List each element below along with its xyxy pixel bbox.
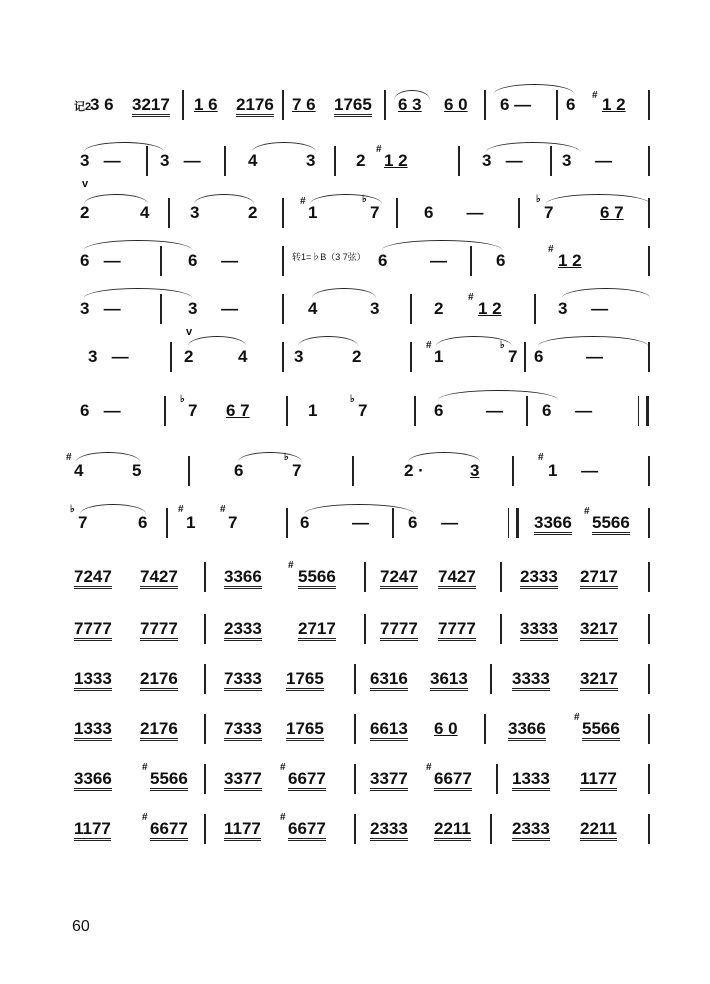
note: 1 2 (602, 95, 626, 114)
note: 6 0 (434, 719, 458, 738)
sharp: # (592, 90, 598, 101)
note: 1 (186, 513, 196, 532)
note: 2211 (434, 820, 471, 841)
barline (354, 764, 356, 794)
sharp: # (66, 452, 72, 463)
note: 2211 (580, 820, 617, 841)
barline (648, 764, 650, 794)
note: 3 (306, 151, 316, 170)
sharp: # (300, 196, 306, 207)
note: 3 (294, 347, 304, 366)
note: 2717 (580, 568, 618, 589)
note: 4 (140, 203, 150, 222)
note: 2 (248, 203, 258, 222)
note: 3 — (160, 151, 201, 170)
barline (204, 562, 206, 592)
barline (286, 508, 288, 538)
sharp: # (426, 762, 432, 773)
sharp: # (288, 560, 294, 571)
slur (546, 194, 650, 204)
barline (648, 614, 650, 644)
barline (550, 146, 552, 176)
barline (648, 814, 650, 844)
note: 6 — (542, 401, 593, 420)
note: 6 — (378, 251, 447, 270)
note: 2333 (370, 820, 408, 841)
score-row-15 (72, 810, 652, 860)
note: 3 (370, 299, 380, 318)
barline (648, 246, 650, 276)
note: 7 6 (292, 95, 316, 114)
barline (470, 246, 472, 276)
note: 2176 (236, 96, 274, 117)
barline (282, 90, 284, 120)
sharp: # (548, 244, 554, 255)
slur (84, 194, 148, 204)
barline (512, 456, 514, 486)
note: 3217 (132, 96, 170, 117)
barline (410, 342, 412, 372)
note: 3 6 (90, 95, 114, 114)
slur (438, 390, 558, 400)
barline (170, 342, 172, 372)
barline (354, 664, 356, 694)
note: 5 (132, 461, 142, 480)
barline (648, 342, 650, 372)
barline (524, 342, 526, 372)
note: 1765 (286, 720, 324, 741)
barline (364, 562, 366, 592)
note: 3217 (580, 670, 618, 691)
bow-mark: v (82, 178, 89, 190)
score-row-5 (72, 292, 652, 342)
note: 6316 (370, 670, 408, 691)
sharp: # (178, 504, 184, 515)
sharp: # (142, 762, 148, 773)
barline (500, 614, 502, 644)
note: 2 (352, 347, 362, 366)
barline (204, 714, 206, 744)
barline (648, 198, 650, 228)
barline (352, 456, 354, 486)
barline (204, 664, 206, 694)
note: 6 7 (226, 401, 250, 420)
note: 3377 (224, 770, 262, 791)
note: 1 (434, 347, 444, 366)
note: 6613 (370, 720, 408, 741)
barline (648, 90, 650, 120)
barline (518, 198, 520, 228)
note: 6 — (80, 401, 121, 420)
note: 7777 (380, 620, 418, 641)
barline (648, 562, 650, 592)
barline (534, 294, 536, 324)
barline (364, 614, 366, 644)
note: 1765 (286, 670, 324, 691)
score-row-2 (72, 140, 652, 190)
barline (354, 814, 356, 844)
barline (500, 562, 502, 592)
note: 3366 (534, 514, 572, 535)
note: 6 (566, 95, 576, 114)
note: 4 (74, 461, 84, 480)
slur (80, 504, 146, 514)
sharp: # (426, 340, 432, 351)
note: 2333 (512, 820, 550, 841)
note: 6677 (434, 770, 472, 791)
note: 3613 (430, 670, 468, 691)
note: 6 0 (444, 95, 468, 114)
barline (490, 814, 492, 844)
note: 6 (138, 513, 148, 532)
note: 2 · (404, 461, 424, 480)
barline (160, 294, 162, 324)
note: 7 (228, 513, 238, 532)
note: 1333 (74, 670, 112, 691)
note: 3377 (370, 770, 408, 791)
note: 3366 (74, 770, 112, 791)
note: 4 (238, 347, 248, 366)
note: 7247 (380, 568, 418, 589)
note: 6 — (424, 203, 484, 222)
barline (648, 146, 650, 176)
sharp: # (220, 504, 226, 515)
score-row-14 (72, 760, 652, 810)
note: 3 — (558, 299, 609, 318)
note: 6 (496, 251, 506, 270)
note: 2 (356, 151, 366, 170)
note: 1 (308, 401, 318, 420)
score-row-1 (72, 88, 652, 138)
note: 6 7 (600, 203, 624, 222)
sharp: # (538, 452, 544, 463)
note: 7 (358, 401, 368, 420)
flat: ♭ (536, 194, 541, 205)
flat: ♭ (362, 194, 367, 205)
barline (282, 246, 284, 276)
note: 6 — (534, 347, 603, 366)
note: 1333 (512, 770, 550, 791)
note: 6677 (150, 820, 188, 841)
note: 4 (308, 299, 318, 318)
barline (384, 90, 386, 120)
barline (282, 342, 284, 372)
note: 1 6 (194, 95, 218, 114)
flat: ♭ (284, 452, 289, 463)
note: 6 — (408, 513, 459, 532)
note: 2717 (298, 620, 336, 641)
sharp: # (280, 762, 286, 773)
barline (458, 146, 460, 176)
note: 3366 (224, 568, 262, 589)
score-row-6 (72, 326, 652, 390)
sharp: # (468, 292, 474, 303)
flat: ♭ (180, 394, 185, 405)
barline (286, 396, 288, 426)
sharp: # (280, 812, 286, 823)
barline (188, 456, 190, 486)
barline (396, 198, 398, 228)
note: 2 (434, 299, 444, 318)
score-row-13 (72, 710, 652, 760)
repeat-start (638, 396, 649, 426)
note: 3333 (520, 620, 558, 641)
note: 3217 (580, 620, 618, 641)
barline (164, 396, 166, 426)
barline (146, 146, 148, 176)
note: 6 3 (398, 95, 422, 114)
barline (334, 146, 336, 176)
note: 2333 (520, 568, 558, 589)
barline (182, 90, 184, 120)
barline (168, 198, 170, 228)
score-row-7 (72, 394, 652, 444)
slur (494, 84, 574, 94)
note: 3 — (80, 151, 121, 170)
note: 6 — (300, 513, 369, 532)
note: 4 (248, 151, 258, 170)
note: 6 — (500, 95, 532, 114)
barline (204, 764, 206, 794)
barline (392, 508, 394, 538)
note: 1 2 (558, 251, 582, 270)
note: 7 (78, 513, 88, 532)
flat: ♭ (350, 394, 355, 405)
sharp: # (584, 506, 590, 517)
barline (414, 396, 416, 426)
note: 3 (190, 203, 200, 222)
note: 6 (234, 461, 244, 480)
note: 1 (308, 203, 318, 222)
note: 7427 (438, 568, 476, 589)
flat: ♭ (500, 340, 505, 351)
barline (282, 294, 284, 324)
barline (160, 246, 162, 276)
note: 1 — (548, 461, 599, 480)
sharp: # (142, 812, 148, 823)
score-row-12 (72, 660, 652, 710)
barline (490, 664, 492, 694)
note: 2333 (224, 620, 262, 641)
barline (556, 90, 558, 120)
note: 6677 (288, 820, 326, 841)
barline (282, 198, 284, 228)
flat: ♭ (70, 504, 75, 515)
score-row-3 (72, 178, 652, 242)
note: 7777 (74, 620, 112, 641)
note: 1333 (74, 720, 112, 741)
note: 3 — (88, 347, 129, 366)
note: 5566 (150, 770, 188, 791)
note: 5566 (582, 720, 620, 741)
note: 3 — (482, 151, 523, 170)
note: 1177 (74, 820, 111, 841)
note: 6677 (288, 770, 326, 791)
note: 7777 (438, 620, 476, 641)
score-row-9 (72, 502, 652, 552)
barline (204, 814, 206, 844)
note: 7 (292, 461, 302, 480)
note: 2176 (140, 720, 178, 741)
score-row-4 (72, 244, 652, 294)
note: 7247 (74, 568, 112, 589)
sharp: # (574, 712, 580, 723)
barline (484, 90, 486, 120)
score-row-8 (66, 450, 652, 500)
note: 3366 (508, 720, 546, 741)
barline (526, 396, 528, 426)
note: 7 (508, 347, 518, 366)
note: 6 — (80, 251, 121, 270)
barline (648, 714, 650, 744)
note: 3 — (562, 151, 613, 170)
barline (354, 714, 356, 744)
score-row-10 (72, 558, 652, 608)
note: 6 — (188, 251, 239, 270)
slur (194, 194, 254, 204)
note: 7 (370, 203, 380, 222)
note: 6 — (434, 401, 503, 420)
note: 2 (184, 347, 194, 366)
barline (496, 764, 498, 794)
slur (76, 452, 140, 462)
note: 1 2 (384, 151, 408, 170)
note: 1177 (224, 820, 261, 841)
note: 7 (188, 401, 198, 420)
note: 3333 (512, 670, 550, 691)
note: 5566 (298, 568, 336, 589)
bow-mark: v (186, 326, 193, 338)
note: 1177 (580, 770, 617, 791)
key-change: 转1=♭B（3 7弦） (292, 252, 366, 262)
start-mark: 记2 (74, 101, 92, 113)
note: 7333 (224, 720, 262, 741)
note: 5566 (592, 514, 630, 535)
note: 2176 (140, 670, 178, 691)
barline (166, 508, 168, 538)
barline (648, 664, 650, 694)
note: 7 (544, 203, 554, 222)
barline (224, 146, 226, 176)
note: 1 2 (478, 299, 502, 318)
barline (648, 456, 650, 486)
note: 7427 (140, 568, 178, 589)
note: 1765 (334, 96, 372, 117)
score-row-11 (72, 610, 652, 660)
note: 3 (470, 461, 480, 480)
note: 3 — (80, 299, 121, 318)
note: 2 (80, 203, 90, 222)
barline (648, 508, 650, 538)
note: 3 — (188, 299, 239, 318)
barline (484, 714, 486, 744)
page-number: 60 (72, 918, 90, 935)
note: 7777 (140, 620, 178, 641)
barline (204, 614, 206, 644)
barline (410, 294, 412, 324)
repeat-end (508, 508, 519, 538)
note: 7333 (224, 670, 262, 691)
sharp: # (376, 144, 382, 155)
